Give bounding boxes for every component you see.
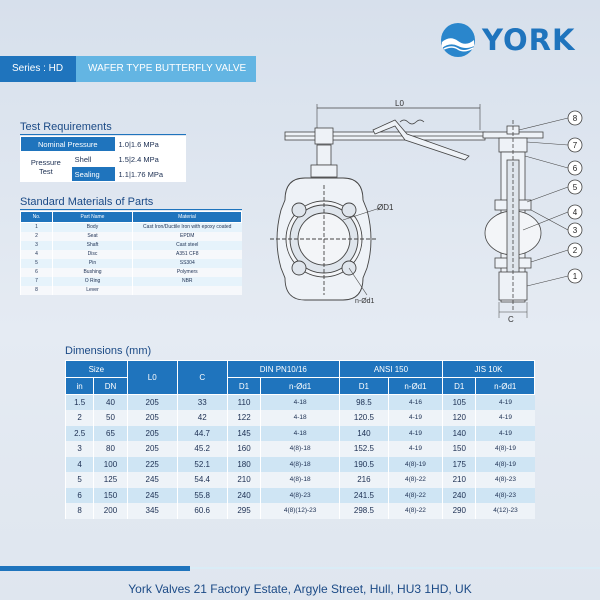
cell-l0: 245 [127,472,177,488]
cell-ansi-d1: 140 [339,426,388,442]
dimensions-row [66,441,535,457]
material-part: Disc [53,250,133,259]
pressure-test-line2: Test [38,166,53,176]
header-c: C [177,361,227,395]
cell-jis-d1: 120 [443,410,476,426]
cell-din-d1: 295 [227,503,261,519]
dim-subheader: in [66,378,94,395]
heading-rule [20,209,242,210]
series-bar [0,56,256,82]
cell-ansi-nd1: 4(8)-22 [388,503,442,519]
callout-number: 2 [572,246,578,255]
cell-din-nd1: 4(8)-23 [261,488,340,504]
series-label: Series : HD [0,56,76,82]
cell-din-d1: 240 [227,488,261,504]
material-value: A351 CF8 [133,250,242,259]
material-no: 5 [21,259,53,268]
footer-address: York Valves 21 Factory Estate, Argyle Street, Hull, HU3 1HD, UK [128,582,472,596]
cell-size-dn: 150 [94,488,127,504]
material-no: 1 [21,223,53,232]
material-no: 3 [21,241,53,250]
materials-row [21,268,242,277]
sealing-label: Sealing [71,167,115,182]
dimensions-row [66,410,535,426]
dim-subheader: D1 [227,378,261,395]
cell-size-in: 8 [66,503,94,519]
materials-row [21,259,242,268]
cell-din-nd1: 4-18 [261,395,340,411]
materials-row [21,286,242,295]
cell-c: 33 [177,395,227,411]
shell-label: Shell [71,152,115,167]
shell-value: 1.5|2.4 MPa [115,152,185,167]
material-no: 8 [21,286,53,295]
cell-din-nd1: 4-18 [261,410,340,426]
callout-number: 7 [572,141,578,150]
callout-number: 6 [572,164,578,173]
test-requirements-table [20,136,186,182]
nominal-pressure-label: Nominal Pressure [21,137,116,152]
product-title: WAFER TYPE BUTTERFLY VALVE [76,56,256,82]
cell-c: 60.6 [177,503,227,519]
cell-c: 44.7 [177,426,227,442]
c-label: C [508,315,514,324]
dim-subheader: n-Ød1 [261,378,340,395]
materials-row [21,277,242,286]
col-no: No. [21,212,53,223]
cell-c: 45.2 [177,441,227,457]
materials-row [21,250,242,259]
cell-jis-nd1: 4(8)-23 [476,488,535,504]
dimensions-row [66,457,535,473]
materials-table [20,211,242,295]
york-logo [440,22,575,58]
dimensions-row [66,395,535,411]
cell-jis-nd1: 4-19 [476,426,535,442]
pressure-test-line1: Pressure [30,157,61,167]
dimensions-heading: Dimensions (mm) [65,345,152,357]
d1-label: ØD1 [377,203,394,212]
material-value: EPDM [133,232,242,241]
cell-din-d1: 122 [227,410,261,426]
materials-row [21,241,242,250]
valve-drawing [255,90,595,330]
cell-size-dn: 65 [94,426,127,442]
cell-jis-d1: 210 [443,472,476,488]
material-part: Pin [53,259,133,268]
materials-row [21,223,242,232]
cell-ansi-nd1: 4(8)-22 [388,488,442,504]
callout-number: 4 [572,208,578,217]
cell-l0: 205 [127,441,177,457]
cell-jis-nd1: 4(12)-23 [476,503,535,519]
cell-din-d1: 160 [227,441,261,457]
cell-size-dn: 200 [94,503,127,519]
cell-size-in: 2.5 [66,426,94,442]
callout-number: 3 [572,226,578,235]
dimensions-row [66,426,535,442]
cell-jis-d1: 290 [443,503,476,519]
material-value: NBR [133,277,242,286]
cell-ansi-nd1: 4-19 [388,441,442,457]
sealing-value: 1.1|1.76 MPa [115,167,185,182]
cell-jis-nd1: 4(8)-19 [476,457,535,473]
cell-l0: 205 [127,395,177,411]
cell-c: 42 [177,410,227,426]
cell-jis-nd1: 4-19 [476,395,535,411]
dim-subheader: D1 [443,378,476,395]
cell-ansi-d1: 298.5 [339,503,388,519]
cell-din-nd1: 4(8)-18 [261,457,340,473]
cell-size-in: 1.5 [66,395,94,411]
material-value: Polymers [133,268,242,277]
footer-rule-light [190,567,600,569]
materials-row [21,232,242,241]
cell-jis-d1: 140 [443,426,476,442]
callout-number: 8 [572,114,578,123]
material-part: O Ring [53,277,133,286]
cell-l0: 205 [127,426,177,442]
cell-din-nd1: 4(8)(12)-23 [261,503,340,519]
cell-din-d1: 180 [227,457,261,473]
cell-ansi-nd1: 4-16 [388,395,442,411]
cell-din-nd1: 4-18 [261,426,340,442]
valve-side-section [483,120,543,310]
cell-l0: 245 [127,488,177,504]
material-value [133,286,242,295]
material-no: 2 [21,232,53,241]
cell-size-in: 6 [66,488,94,504]
material-part: Shaft [53,241,133,250]
header-jis: JIS 10K [443,361,535,378]
cell-jis-d1: 150 [443,441,476,457]
cell-din-nd1: 4(8)-18 [261,441,340,457]
cell-c: 54.4 [177,472,227,488]
col-part-name: Part Name [53,212,133,223]
cell-ansi-d1: 190.5 [339,457,388,473]
dim-subheader: D1 [339,378,388,395]
cell-size-dn: 40 [94,395,127,411]
nd1-label: n-Ød1 [355,298,375,305]
cell-jis-nd1: 4(8)-23 [476,472,535,488]
cell-c: 52.1 [177,457,227,473]
nominal-pressure-value: 1.0|1.6 MPa [115,137,185,152]
cell-c: 55.8 [177,488,227,504]
material-value: Cast steel [133,241,242,250]
material-part: Lever [53,286,133,295]
cell-ansi-d1: 216 [339,472,388,488]
cell-ansi-d1: 98.5 [339,395,388,411]
callout-number: 5 [572,183,578,192]
valve-body-front [270,178,378,300]
cell-ansi-nd1: 4(8)-22 [388,472,442,488]
header-din: DIN PN10/16 [227,361,339,378]
material-value: Cast Iron/Ductile Iron with epoxy coated [133,223,242,232]
cell-jis-nd1: 4(8)-19 [476,441,535,457]
material-value: SS304 [133,259,242,268]
cell-size-dn: 50 [94,410,127,426]
dim-subheader: DN [94,378,127,395]
l0-label: L0 [395,99,404,108]
cell-din-nd1: 4(8)-18 [261,472,340,488]
heading-rule [20,134,186,135]
cell-ansi-nd1: 4(8)-19 [388,457,442,473]
cell-l0: 225 [127,457,177,473]
cell-size-in: 2 [66,410,94,426]
cell-jis-d1: 105 [443,395,476,411]
dimensions-row [66,488,535,504]
cell-size-dn: 100 [94,457,127,473]
cell-size-dn: 125 [94,472,127,488]
cell-size-dn: 80 [94,441,127,457]
cell-size-in: 5 [66,472,94,488]
cell-ansi-d1: 120.5 [339,410,388,426]
cell-l0: 205 [127,410,177,426]
dimensions-row [66,472,535,488]
cell-din-d1: 145 [227,426,261,442]
header-l0: L0 [127,361,177,395]
globe-icon [440,22,476,58]
material-part: Bushing [53,268,133,277]
header-ansi: ANSI 150 [339,361,442,378]
cell-ansi-d1: 241.5 [339,488,388,504]
material-no: 6 [21,268,53,277]
dimensions-table [65,360,535,519]
test-requirements-heading: Test Requirements [20,121,112,133]
lever [285,120,485,160]
col-material: Material [133,212,242,223]
dim-subheader: n-Ød1 [476,378,535,395]
header-size: Size [66,361,128,378]
cell-ansi-d1: 152.5 [339,441,388,457]
footer-rule [0,566,190,571]
pressure-test-label [21,152,72,182]
cell-l0: 345 [127,503,177,519]
cell-size-in: 3 [66,441,94,457]
cell-size-in: 4 [66,457,94,473]
dimensions-row [66,503,535,519]
cell-jis-d1: 240 [443,488,476,504]
dim-subheader: n-Ød1 [388,378,442,395]
cell-ansi-nd1: 4-19 [388,426,442,442]
cell-din-d1: 210 [227,472,261,488]
material-no: 4 [21,250,53,259]
material-part: Body [53,223,133,232]
cell-ansi-nd1: 4-19 [388,410,442,426]
material-no: 7 [21,277,53,286]
brand-name: YORK [482,23,576,57]
callout-number: 1 [572,272,578,281]
cell-jis-d1: 175 [443,457,476,473]
cell-jis-nd1: 4-19 [476,410,535,426]
cell-din-d1: 110 [227,395,261,411]
material-part: Seat [53,232,133,241]
materials-heading: Standard Materials of Parts [20,196,154,208]
